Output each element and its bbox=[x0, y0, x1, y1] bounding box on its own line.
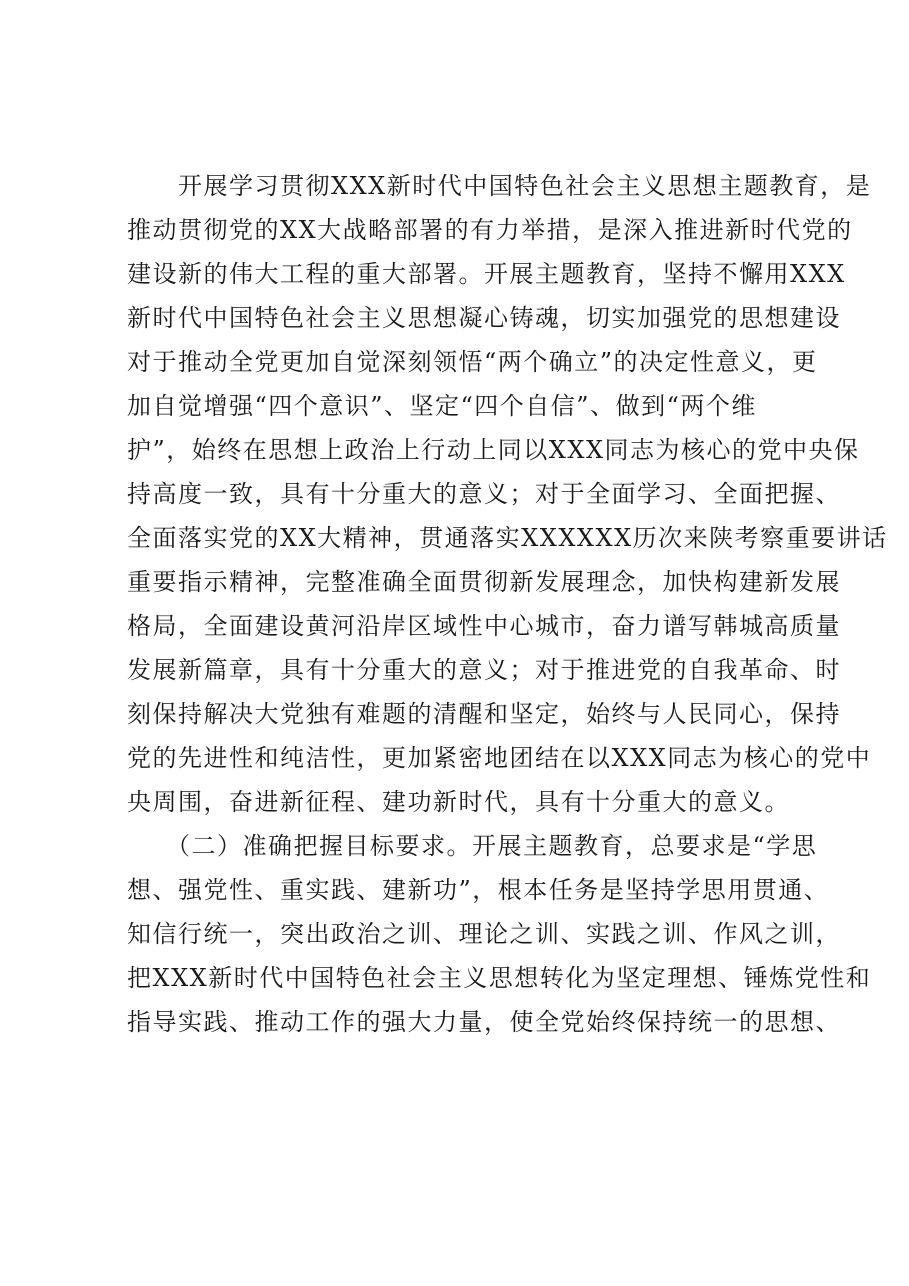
text-line: 党的先进性和纯洁性，更加紧密地团结在以XXX同志为核心的党中 bbox=[127, 744, 872, 772]
text-line: 刻保持解决大党独有难题的清醒和坚定，始终与人民同心，保持 bbox=[127, 700, 841, 728]
text-line: 建设新的伟大工程的重大部署。开展主题教育，坚持不懈用XXX bbox=[127, 260, 846, 288]
text-line: 重要指示精神，完整准确全面贯彻新发展理念，加快构建新发展 bbox=[127, 568, 841, 596]
text-line: 全面落实党的XX大精神，贯通落实XXXXXX历次来陕考察重要讲话 bbox=[127, 524, 888, 552]
body-text bbox=[127, 164, 888, 1044]
text-line: 格局，全面建设黄河沿岸区域性中心城市，奋力谱写韩城高质量 bbox=[127, 612, 841, 640]
text-line: 推动贯彻党的XX大战略部署的有力举措，是深入推进新时代党的 bbox=[127, 216, 853, 244]
text-line: 指导实践、推动工作的强大力量，使全党始终保持统一的思想、 bbox=[127, 1008, 841, 1036]
text-line: 把XXX新时代中国特色社会主义思想转化为坚定理想、锤炼党性和 bbox=[127, 964, 872, 992]
text-line: 加自觉增强“四个意识”、坚定“四个自信”、做到“两个维 bbox=[127, 392, 757, 420]
text-line: 想、强党性、重实践、建新功”，根本任务是坚持学思用贯通、 bbox=[127, 876, 830, 904]
text-line: 开展学习贯彻XXX新时代中国特色社会主义思想主题教育，是 bbox=[127, 172, 872, 200]
text-line: 对于推动全党更加自觉深刻领悟“两个确立”的决定性意义，更 bbox=[127, 348, 818, 376]
text-line: 发展新篇章，具有十分重大的意义；对于推进党的自我革命、时 bbox=[127, 656, 841, 684]
text-line: 央周围，奋进新征程、建功新时代，具有十分重大的意义。 bbox=[127, 788, 790, 816]
text-line: 护”，始终在思想上政治上行动上同以XXX同志为核心的党中央保 bbox=[127, 436, 860, 464]
text-line: 知信行统一，突出政治之训、理论之训、实践之训、作风之训， bbox=[127, 920, 841, 948]
text-line: 新时代中国特色社会主义思想凝心铸魂，切实加强党的思想建设 bbox=[127, 304, 841, 332]
text-line: （二）准确把握目标要求。开展主题教育，总要求是“学思 bbox=[127, 832, 818, 860]
text-line: 持高度一致，具有十分重大的意义；对于全面学习、全面把握、 bbox=[127, 480, 841, 508]
